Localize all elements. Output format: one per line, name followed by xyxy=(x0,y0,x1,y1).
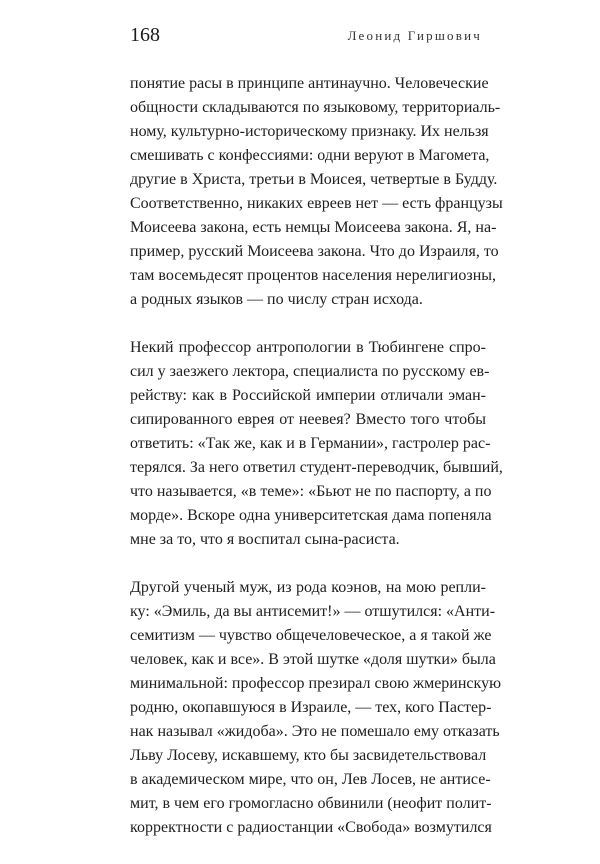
text-line: ному, культурно-историческому признаку. Их нельзя xyxy=(130,123,489,140)
text-line: сил у заезжего лектора, специалиста по русскому ев- xyxy=(130,363,490,380)
text-line: ответить: «Так же, как и в Германии», гастролер рас- xyxy=(130,435,491,452)
text-line: терялся. За него ответил студент-переводчик, бывший, xyxy=(130,459,503,476)
text-line: семитизм — чувство общечеловеческое, а я такой же xyxy=(130,627,492,644)
text-line: Некий профессор антропологии в Тюбингене спро- xyxy=(130,339,486,356)
paragraph-3 xyxy=(130,576,502,840)
text-line: Моисеева закона, есть немцы Моисеева закона. Я, на- xyxy=(130,219,497,236)
running-head-author: Леонид Гиршович xyxy=(347,28,482,43)
text-line: морде». Вскоре одна университетская дама попеняла xyxy=(130,507,492,524)
text-line: понятие расы в принципе антинаучно. Человеческие xyxy=(130,75,489,92)
text-line: а родных языков — по числу стран исхода. xyxy=(130,291,423,308)
text-line: рейству: как в Российской империи отличали эман- xyxy=(130,387,486,404)
text-line: мне за то, что я воспитал сына-расиста. xyxy=(130,531,400,548)
text-line: в академическом мире, что он, Лев Лосев, не антисе- xyxy=(130,771,491,788)
text-line: Другой ученый муж, из рода коэнов, на мою репли- xyxy=(130,579,486,596)
text-line: что называется, «в теме»: «Бьют не по паспорту, а по xyxy=(130,483,492,500)
text-line: корректности с радиостанции «Свобода» возмутился xyxy=(130,819,492,836)
text-line: человек, как и все». В этой шутке «доля шутки» была xyxy=(130,651,496,668)
text-line: нак называл «жидоба». Это не помешало ему отказать xyxy=(130,723,500,740)
page-number: 168 xyxy=(130,24,160,46)
text-line: родню, окопавшуюся в Израиле, — тех, кого Пастер- xyxy=(130,699,492,716)
text-line: Соответственно, никаких евреев нет — есть французы xyxy=(130,195,503,212)
text-line: смешивать с конфессиями: одни веруют в Магомета, xyxy=(130,147,490,164)
body-text xyxy=(130,72,503,864)
text-line: сипированного еврея от неевeя? Вместо того чтобы xyxy=(130,411,486,428)
text-line: пример, русский Моисеева закона. Что до Израиля, то xyxy=(130,243,499,260)
paragraph-1 xyxy=(130,72,503,312)
text-line: ку: «Эмиль, да вы антисемит!» — отшутился: «Анти- xyxy=(130,603,496,620)
text-line: там восемьдесят процентов населения нерелигиозны, xyxy=(130,267,496,284)
text-line: другие в Христа, третьи в Моисея, четвертые в Будду. xyxy=(130,171,498,188)
paragraph-2 xyxy=(130,336,503,552)
text-line: минимальной: профессор презирал свою жмеринскую xyxy=(130,675,502,692)
text-line: мит, в чем его громогласно обвинили (неофит полит- xyxy=(130,795,492,812)
page-header xyxy=(130,22,482,46)
text-line: Льву Лосеву, искавшему, кто бы засвидетельствовал xyxy=(130,747,487,764)
text-line: общности складываются по языковому, территориаль- xyxy=(130,99,501,116)
